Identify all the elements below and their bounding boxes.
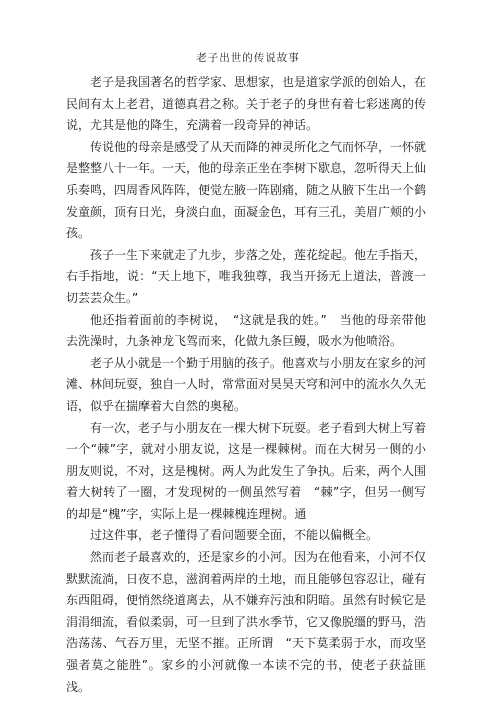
paragraph-6: 有一次，老子与小朋友在一棵大树下玩耍。老子看到大树上写着一个“棘”字，就对小朋友说，这是一棵棘树。而在大树另一侧的小朋友则说，不对，这是槐树。两人为此发生了争执。后来，两个人围着大树转了一圈，才发现树的一侧虽然写着 “棘”字，但另一侧写的却是“槐”字，实际上是一棵棘槐连理树。通 [66, 420, 427, 521]
document-title: 老子出世的传说故事 [196, 52, 300, 64]
paragraph-5: 老子从小就是一个勤于用脑的孩子。他喜欢与小朋友在家乡的河滩、林间玩耍，独自一人时，常常面对昊昊天穹和河中的流水久久无语，似乎在揣摩着大自然的奥秘。 [66, 355, 427, 413]
paragraph-3: 孩子一生下来就走了九步，步落之处，莲花绽起。他左手指天，右手指地，说：“天上地下，唯我独尊，我当开扬无上道法，普渡一切芸芸众生。” [66, 247, 427, 305]
paragraph-4: 他还指着面前的李树说， “这就是我的姓。” 当他的母亲带他去洗澡时，九条神龙飞驾而来，化做九条巨鳗，吸水为他喷浴。 [66, 312, 426, 349]
paragraph-7: 过这件事，老子懂得了看问题要全面，不能以偏概全。 [90, 528, 379, 543]
paragraph-1: 老子是我国著名的哲学家、思想家，也是道家学派的创始人，在民间有太上老君，道德真君之称。关于老子的身世有着七彩迷离的传说，尤其是他的降生，充满着一段奇异的神话。 [66, 75, 427, 133]
paragraph-2: 传说他的母亲是感受了从天而降的神灵所化之气而怀孕，一怀就是整整八十一年。一天，他的母亲正坐在李树下歇息，忽听得天上仙乐奏鸣，四周香风阵阵，便觉左腋一阵剧痛，随之从腋下生出一个鹤发童颜，顶有日光，身淡白血，面凝金色，耳有三孔，美眉广颊的小孩。 [66, 139, 427, 241]
paragraph-8: 然而老子最喜欢的，还是家乡的小河。因为在他看来，小河不仅默默流淌，日夜不息，滋润着两岸的土地，而且能够包容忍让，碰有东西阻碍，便悄然绕道离去，从不嫌弃污浊和阴暗。虽然有时候它是涓涓细流，看似柔弱，可一旦到了洪水季节，它又像脱缰的野马，浩浩荡荡、气吞万里，无坚不摧。正所谓 “天下莫柔弱于水，而攻坚强者莫之能胜”。家乡的小河就像一本读不完的书，使老子获益匪浅。 [66, 550, 427, 694]
document-body [66, 72, 426, 698]
